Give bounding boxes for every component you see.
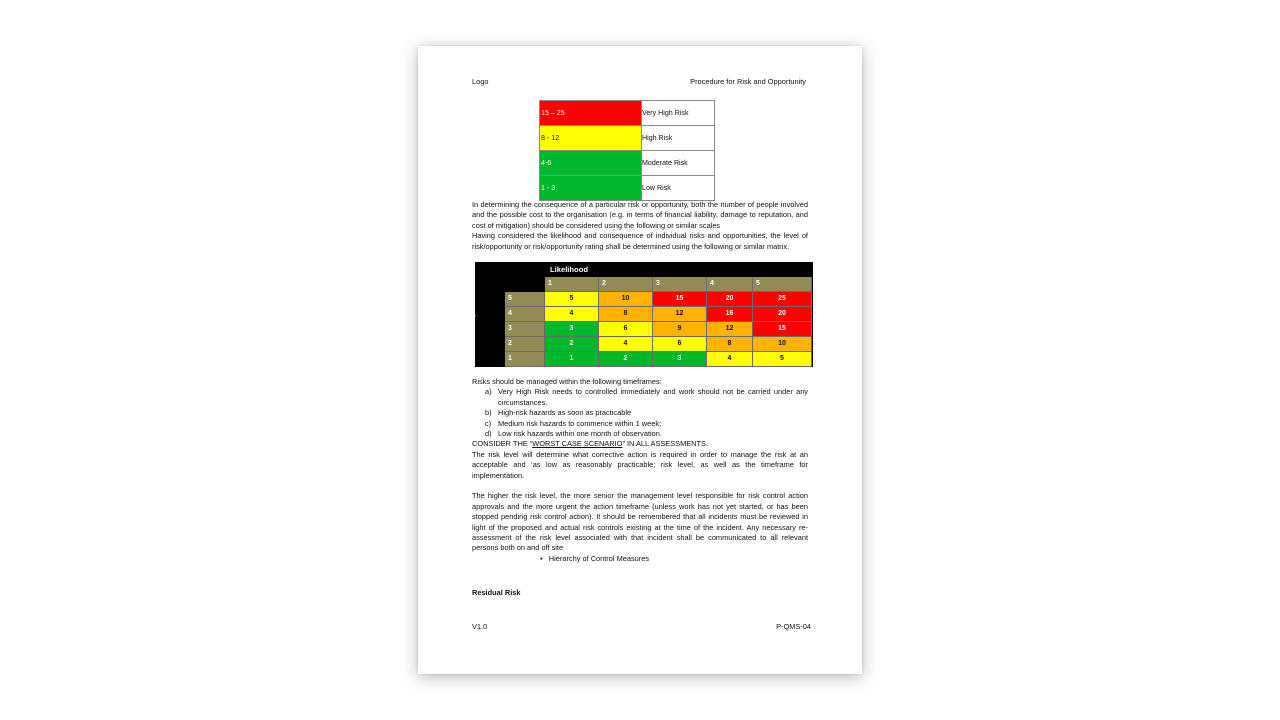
higher-risk-paragraph: The higher the risk level, the more senior the management level responsible for risk control action approvals and the more urgent the action timeframe (unless work has not yet started, or has been stopped pending risk control action). It should be remembered that all incidents must be reviewed in light of the proposed and actual risk controls existing at the time of the incident. Any necessary re-assessment of the risk level associated with that incident shall be communicated to all relevant persons both on and off site (472, 491, 808, 553)
timeframes-intro: Risks should be managed within the following timeframes: (472, 377, 662, 386)
intro-paragraph-matrix: Having considered the likelihood and consequence of individual risks and opportunities, the level of risk/opportunity or risk/opportunity rating shall be determined using the following or similar matrix. (472, 231, 808, 251)
likelihood-value: 3 (653, 277, 707, 292)
list-marker: a) (485, 387, 492, 397)
severity-value: 4 (505, 307, 545, 322)
list-item-text: High-risk hazards as soon as practicable (498, 408, 632, 418)
likelihood-header: Likelihood (550, 265, 588, 274)
worst-case-suffix: ” IN ALL ASSESSMENTS. (622, 439, 709, 449)
intro-paragraph-consequence: In determining the consequence of a particular risk or opportunity, both the number of people involved and the possible cost to the organisation (e.g. in terms of financial liability, damage to reputation, and cost of mitigation) should be considered using the following or similar scales (472, 200, 808, 230)
list-item (472, 429, 808, 439)
legend-label: High Risk (642, 126, 715, 151)
severity-header: Severity (467, 312, 476, 342)
spacer (472, 481, 808, 491)
list-item-text: Medium risk hazards to commence within 1 week; (498, 418, 662, 428)
legend-label: Moderate Risk (642, 151, 715, 176)
matrix-cell: 10 (599, 292, 653, 307)
legend-range: 4-6 (540, 151, 642, 176)
footer-doc-code: P-QMS-04 (776, 622, 811, 631)
risk-level-paragraph: The risk level will determine what corrective action is required in order to manage the risk at an acceptable and ‘as low as reasonably practicable; risk level, as well as the timeframe for implementation. (472, 449, 808, 480)
bullet-text: Hierarchy of Control Measures (548, 553, 650, 563)
legend-row (540, 176, 715, 201)
likelihood-value: 5 (753, 277, 812, 292)
worst-case-scenario: WORST CASE SCENARIO (532, 439, 623, 449)
footer-version: V1.0 (472, 622, 488, 631)
list-marker: b) (485, 408, 492, 418)
header-logo: Logo (472, 77, 489, 86)
matrix-cell: 12 (653, 307, 707, 322)
matrix-cell: 16 (707, 307, 753, 322)
likelihood-value: 1 (545, 277, 599, 292)
matrix-cell: 3 (653, 352, 707, 367)
matrix-cell: 6 (599, 322, 653, 337)
matrix-cell: 9 (653, 322, 707, 337)
matrix-cell: 20 (707, 292, 753, 307)
intro-text (472, 200, 808, 252)
worst-case-prefix: CONSIDER THE “ (472, 439, 533, 449)
severity-value: 1 (505, 352, 545, 367)
legend-row (540, 151, 715, 176)
residual-risk-heading: Residual Risk (472, 588, 521, 597)
matrix-cell: 2 (545, 337, 599, 352)
legend-row (540, 126, 715, 151)
list-item (472, 408, 808, 418)
header-title: Procedure for Risk and Opportunity (690, 77, 806, 86)
matrix-cell: 3 (545, 322, 599, 337)
legend-label: Low Risk (642, 176, 715, 201)
list-item (472, 387, 808, 408)
matrix-cell: 12 (707, 322, 753, 337)
matrix-cell: 1 (545, 352, 599, 367)
document-page (418, 46, 862, 674)
matrix-cell: 8 (599, 307, 653, 322)
list-item-text: Very High Risk needs to controlled immediately and work should not be carried under any circumstances. (498, 387, 808, 407)
matrix-cell: 4 (599, 337, 653, 352)
matrix-cell: 4 (545, 307, 599, 322)
risk-matrix (467, 262, 813, 367)
matrix-cell: 15 (653, 292, 707, 307)
matrix-cell: 6 (653, 337, 707, 352)
timeframes-section (472, 377, 808, 564)
legend-label: Very High Risk (642, 101, 715, 126)
matrix-cell: 5 (753, 352, 812, 367)
legend-range: 1 - 3 (540, 176, 642, 201)
matrix-cell: 20 (753, 307, 812, 322)
legend-row (540, 101, 715, 126)
legend-range: 15 – 25 (540, 101, 642, 126)
risk-legend-table (539, 100, 715, 201)
severity-value: 5 (505, 292, 545, 307)
matrix-cell: 15 (753, 322, 812, 337)
severity-value: 3 (505, 322, 545, 337)
matrix-cell: 5 (545, 292, 599, 307)
worst-case-note (472, 439, 808, 449)
matrix-cell: 2 (599, 352, 653, 367)
matrix-cell: 4 (707, 352, 753, 367)
list-marker: d) (485, 429, 492, 439)
likelihood-value: 4 (707, 277, 753, 292)
list-marker: c) (485, 418, 492, 428)
likelihood-value: 2 (599, 277, 653, 292)
list-item (472, 419, 808, 429)
matrix-cell: 8 (707, 337, 753, 352)
legend-range: 8 - 12 (540, 126, 642, 151)
severity-value: 2 (505, 337, 545, 352)
matrix-cell: 25 (753, 292, 812, 307)
list-item-text: Low risk hazards within one month of observation. (498, 429, 662, 439)
bullet-marker: ▪ (540, 553, 543, 563)
bullet-item (472, 554, 808, 564)
matrix-cell: 10 (753, 337, 812, 352)
